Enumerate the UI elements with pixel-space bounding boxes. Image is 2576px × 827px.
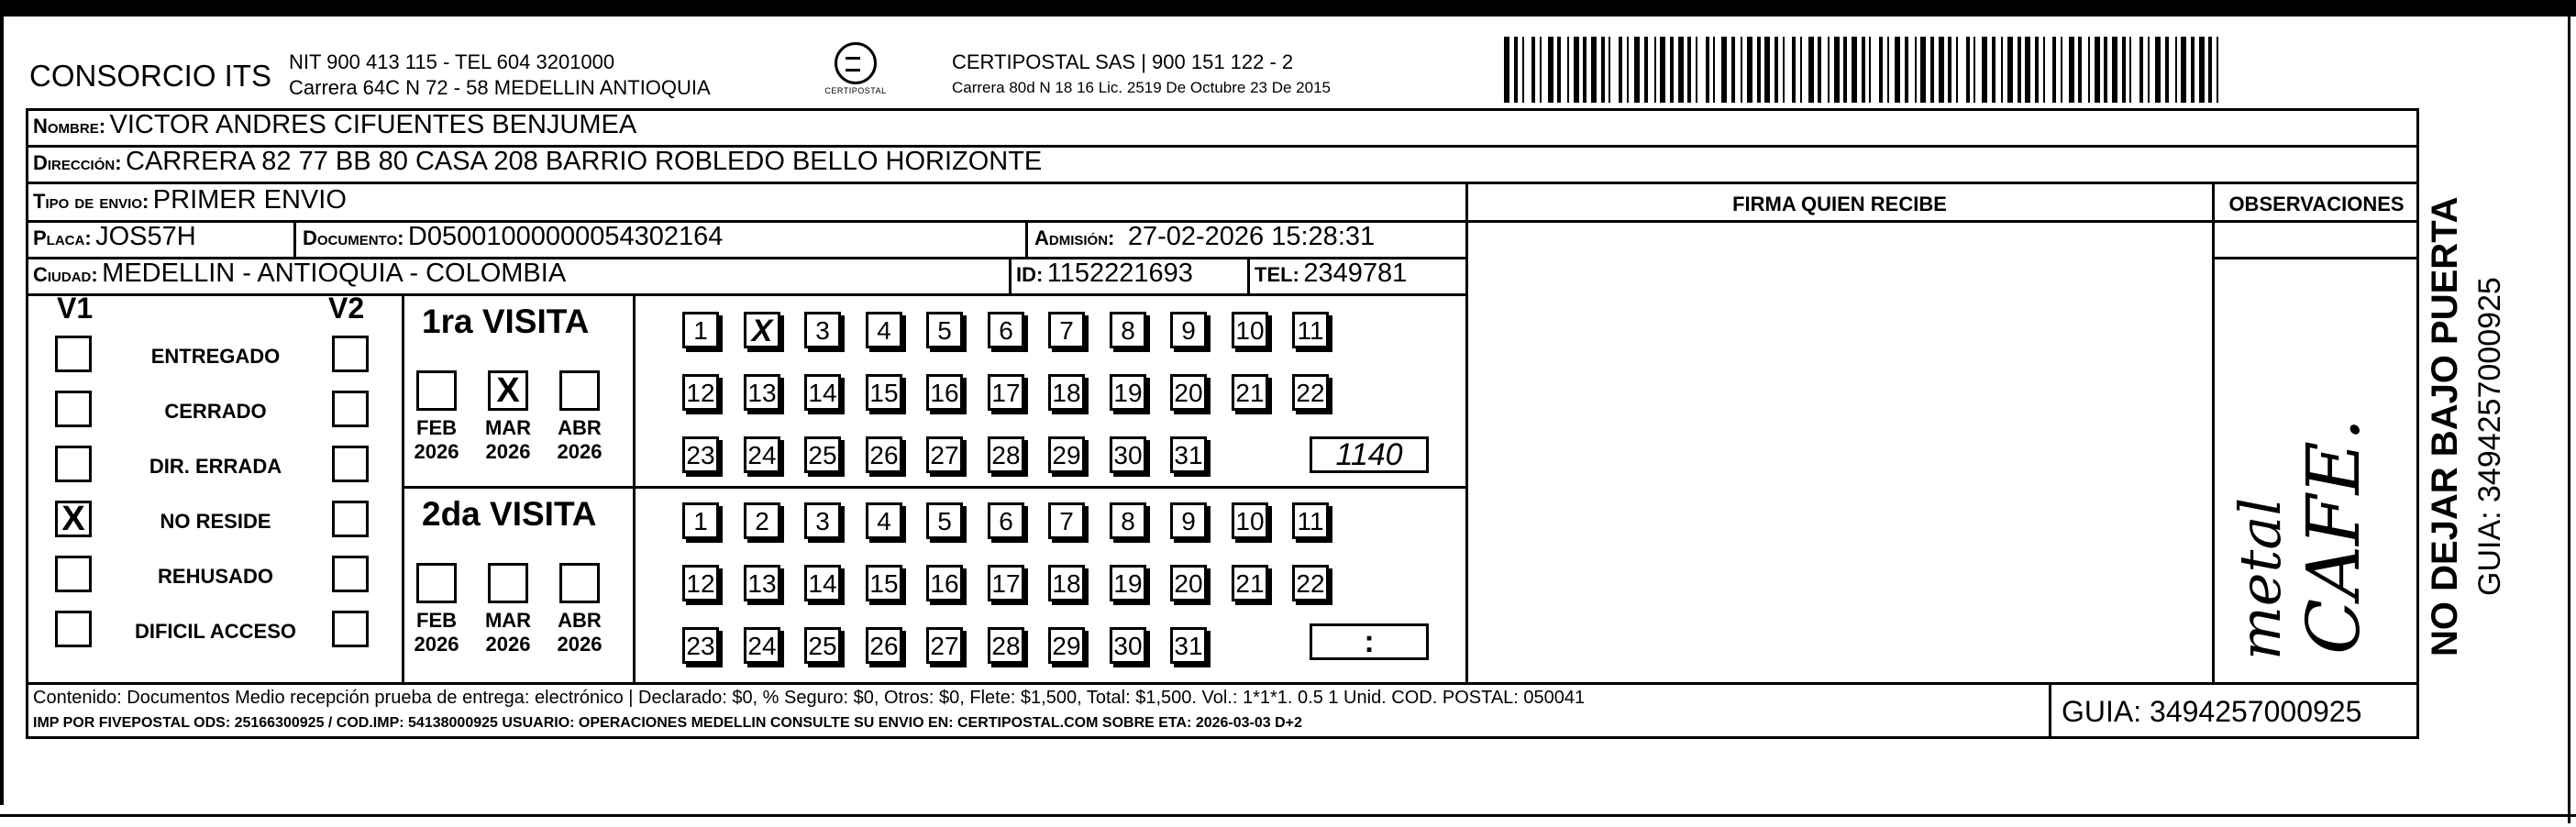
v2-checkbox[interactable]	[332, 446, 369, 482]
certipostal-address: Carrera 80d N 18 16 Lic. 2519 De Octubre 23 De 2015	[952, 79, 1331, 96]
v2-checkbox[interactable]	[332, 391, 369, 427]
day-number: 23	[686, 441, 715, 469]
day-number: 7	[1059, 507, 1074, 535]
status-label: DIR. ERRADA	[149, 455, 282, 478]
visit1-day-box[interactable]	[682, 312, 719, 348]
visit1-day-box[interactable]	[744, 312, 780, 348]
visit2-day-box[interactable]	[988, 502, 1024, 539]
day-number: 4	[877, 316, 891, 345]
observaciones-handwritten-2: CAFE.	[2291, 417, 2376, 655]
admision-field	[1034, 222, 1375, 252]
day-number: 1	[693, 316, 708, 345]
visit1-month-label	[409, 416, 464, 464]
divider	[1465, 182, 1468, 682]
admision-label: Admisión:	[1034, 226, 1115, 249]
visit1-day-box[interactable]	[866, 312, 902, 348]
side-warning: NO DEJAR BAJO PUERTA	[2425, 196, 2465, 656]
visit2-day-box[interactable]	[1110, 565, 1146, 601]
day-number: 12	[686, 379, 715, 407]
day-number: 15	[869, 569, 899, 598]
visit1-day-box[interactable]	[926, 374, 963, 411]
visit2-day-box[interactable]	[1048, 627, 1085, 664]
day-number: 20	[1174, 569, 1203, 598]
visit1-title: 1ra VISITA	[422, 303, 590, 340]
v1-checkbox[interactable]	[55, 391, 92, 427]
divider	[2049, 682, 2051, 739]
v2-header: V2	[328, 292, 365, 325]
v2-checkbox[interactable]	[332, 556, 369, 592]
day-number: 5	[937, 316, 952, 345]
day-number: 21	[1235, 379, 1265, 407]
scan-left-edge	[0, 17, 4, 805]
v2-checkbox[interactable]	[332, 501, 369, 537]
day-number: 24	[747, 632, 777, 660]
visit1-day-box[interactable]	[1110, 436, 1146, 473]
company-info	[289, 50, 711, 101]
tel-label: TEL:	[1255, 263, 1299, 286]
id-label: ID:	[1016, 263, 1044, 286]
company-address: Carrera 64C N 72 - 58 MEDELLIN ANTIOQUIA	[289, 76, 711, 99]
visit1-day-box[interactable]	[988, 436, 1024, 473]
day-number: 16	[930, 379, 959, 407]
divider	[293, 220, 296, 257]
visit2-day-box[interactable]	[1110, 627, 1146, 664]
visit2-day-box[interactable]	[926, 627, 963, 664]
day-number: 28	[991, 632, 1021, 660]
status-label: ENTREGADO	[150, 345, 281, 368]
visit1-day-box[interactable]	[1110, 374, 1146, 411]
day-number: 27	[930, 632, 959, 660]
status-label: CERRADO	[164, 400, 267, 423]
visit1-day-box[interactable]	[1232, 374, 1268, 411]
divider	[404, 486, 1467, 489]
day-number: 25	[808, 441, 837, 469]
visit1-day-box[interactable]	[1048, 312, 1085, 348]
divider	[26, 293, 1467, 296]
visit2-day-box[interactable]	[1170, 627, 1207, 664]
tipo-label: Tipo de envio:	[33, 190, 149, 213]
day-number: 8	[1121, 507, 1135, 535]
v1-header: V1	[57, 292, 94, 325]
visit1-day-box[interactable]	[1110, 312, 1146, 348]
day-number: 10	[1235, 316, 1265, 345]
day-number: 18	[1052, 379, 1081, 407]
certipostal-line: CERTIPOSTAL SAS | 900 151 122 - 2	[952, 50, 1294, 73]
visit2-day-box[interactable]	[682, 502, 719, 539]
divider	[633, 293, 636, 682]
divider	[402, 293, 404, 682]
direccion-row	[33, 147, 1042, 177]
day-number: 26	[869, 441, 899, 469]
day-number: 22	[1296, 569, 1325, 598]
day-number: 3	[815, 316, 830, 345]
visit1-day-box[interactable]	[866, 374, 902, 411]
visit1-month-checkbox[interactable]	[559, 370, 600, 411]
status-label: REHUSADO	[158, 565, 273, 588]
barcode	[1504, 37, 2219, 103]
day-number: 17	[991, 379, 1021, 407]
logo-icon	[835, 42, 877, 84]
visit1-day-box[interactable]	[744, 374, 780, 411]
visit2-day-box[interactable]	[1170, 502, 1207, 539]
visit1-day-box[interactable]	[1170, 436, 1207, 473]
day-number: 8	[1121, 316, 1135, 345]
day-number: 18	[1052, 569, 1081, 598]
visit2-day-box[interactable]	[1232, 502, 1268, 539]
visit1-day-box[interactable]	[926, 312, 963, 348]
visit2-day-box[interactable]	[1292, 565, 1329, 601]
v1-checkbox[interactable]	[55, 611, 92, 647]
day-number: 10	[1235, 507, 1265, 535]
day-number: 30	[1113, 441, 1143, 469]
footer-guia: GUIA: 3494257000925	[2062, 695, 2362, 728]
company-name: CONSORCIO ITS	[29, 59, 272, 93]
divider	[1025, 220, 1028, 257]
visit2-time: :	[1364, 624, 1375, 659]
visit2-day-box[interactable]	[682, 627, 719, 664]
visit1-day-box[interactable]	[866, 436, 902, 473]
tipo-row	[33, 185, 347, 215]
visit2-day-box[interactable]	[926, 502, 963, 539]
visit2-day-box[interactable]	[988, 565, 1024, 601]
divider	[2214, 257, 2419, 259]
day-number: 28	[991, 441, 1021, 469]
divider	[26, 682, 2419, 685]
visit2-day-box[interactable]	[804, 502, 841, 539]
visit1-month-label	[481, 416, 536, 464]
visit1-time: 1140	[1335, 437, 1403, 472]
observaciones-header: OBSERVACIONES	[2228, 193, 2405, 215]
day-number: 30	[1113, 632, 1143, 660]
direccion-label: Dirección:	[33, 151, 122, 174]
day-number: 21	[1235, 569, 1265, 598]
month-year: 2026	[414, 440, 459, 463]
ciudad-field	[33, 259, 566, 289]
day-number: 7	[1059, 316, 1074, 345]
observaciones-handwritten-1: metal	[2227, 497, 2294, 660]
day-number: 13	[747, 569, 777, 598]
visit2-day-box[interactable]	[1048, 565, 1085, 601]
tel-value: 2349781	[1303, 259, 1408, 288]
day-number: 27	[930, 441, 959, 469]
visit2-day-box[interactable]	[744, 502, 780, 539]
month-name: ABR	[558, 609, 602, 632]
day-number: 15	[869, 379, 899, 407]
placa-value: JOS57H	[95, 222, 196, 251]
check-mark-icon: X	[751, 314, 773, 348]
v1-checkbox[interactable]	[55, 446, 92, 482]
day-number: 13	[747, 379, 777, 407]
v1-checkbox[interactable]	[55, 556, 92, 592]
visit2-day-box[interactable]	[682, 565, 719, 601]
visit1-day-box[interactable]	[1170, 374, 1207, 411]
visit2-month-checkbox[interactable]	[416, 563, 457, 603]
documento-label: Documento:	[303, 226, 404, 249]
day-number: 31	[1174, 441, 1203, 469]
day-number: 23	[686, 632, 715, 660]
check-mark-icon: X	[61, 500, 85, 538]
visit2-month-label	[481, 609, 536, 656]
visit2-day-box[interactable]	[1048, 502, 1085, 539]
month-name: MAR	[484, 416, 532, 439]
day-number: 20	[1174, 379, 1203, 407]
month-year: 2026	[485, 440, 531, 463]
visit1-day-box[interactable]	[1292, 374, 1329, 411]
scan-top-band	[0, 0, 2576, 17]
visit2-day-box[interactable]	[866, 565, 902, 601]
month-year: 2026	[414, 633, 459, 656]
day-number: 6	[999, 316, 1013, 345]
documento-field	[303, 222, 723, 252]
divider	[26, 182, 2419, 184]
visit2-day-box[interactable]	[988, 627, 1024, 664]
day-number: 29	[1052, 441, 1081, 469]
day-number: 14	[808, 379, 837, 407]
day-number: 31	[1174, 632, 1203, 660]
visit1-day-box[interactable]	[804, 374, 841, 411]
logo-caption: CERTIPOSTAL	[824, 86, 887, 95]
visit1-day-box[interactable]	[1232, 312, 1268, 348]
day-number: 4	[877, 507, 891, 535]
check-mark-icon: X	[496, 371, 520, 410]
visit1-day-box[interactable]	[682, 436, 719, 473]
day-number: 12	[686, 569, 715, 598]
documento-value: D05001000000054302164	[407, 222, 724, 251]
visit1-day-box[interactable]	[988, 312, 1024, 348]
visit2-day-box[interactable]	[1170, 565, 1207, 601]
visit2-time-box[interactable]	[1310, 623, 1429, 660]
visit2-day-box[interactable]	[744, 565, 780, 601]
v1-checkbox[interactable]	[55, 501, 92, 537]
placa-field	[33, 222, 196, 252]
placa-label: Placa:	[33, 226, 92, 249]
tipo-value: PRIMER ENVIO	[152, 185, 347, 215]
id-value: 1152221693	[1046, 259, 1193, 288]
day-number: 2	[755, 507, 769, 535]
day-number: 5	[937, 507, 952, 535]
day-number: 11	[1297, 507, 1324, 535]
status-label: NO RESIDE	[160, 510, 271, 533]
month-name: FEB	[416, 416, 457, 439]
visit1-day-box[interactable]	[1170, 312, 1207, 348]
v2-checkbox[interactable]	[332, 336, 369, 372]
day-number: 24	[747, 441, 777, 469]
visit2-month-checkbox[interactable]	[559, 563, 600, 603]
month-name: FEB	[416, 609, 457, 632]
visit2-title: 2da VISITA	[422, 495, 597, 533]
direccion-value: CARRERA 82 77 BB 80 CASA 208 BARRIO ROBLEDO BELLO HORIZONTE	[126, 147, 1043, 176]
visit1-month-checkbox[interactable]	[488, 370, 528, 411]
v1-checkbox[interactable]	[55, 336, 92, 372]
month-year: 2026	[485, 633, 531, 656]
day-number: 29	[1052, 632, 1081, 660]
visit1-month-label	[552, 416, 607, 464]
day-number: 9	[1181, 507, 1196, 535]
footer-content-line: Contenido: Documentos Medio recepción prueba de entrega: electrónico | Declarado: $0, % Seguro: $0, Otros: $0, Flete: $1,500, Total: $1,500. Vol.: 1*1*1. 0.5 1 Unid. COD. POSTAL: 050041	[33, 688, 1586, 708]
visit2-day-box[interactable]	[866, 627, 902, 664]
day-number: 25	[808, 632, 837, 660]
visit2-day-box[interactable]	[866, 502, 902, 539]
visit2-day-box[interactable]	[926, 565, 963, 601]
visit1-day-box[interactable]	[1292, 312, 1329, 348]
ciudad-value: MEDELLIN - ANTIOQUIA - COLOMBIA	[102, 259, 567, 288]
side-guia: GUIA: 3494257000925	[2472, 277, 2507, 596]
v2-checkbox[interactable]	[332, 611, 369, 647]
nit-line: NIT 900 413 115 - TEL 604 3201000	[289, 50, 615, 73]
footer-print-line: IMP POR FIVEPOSTAL ODS: 25166300925 / COD.IMP: 54138000925 USUARIO: OPERACIONES MEDELLIN CONSULTE SU ENVIO EN: CERTIPOSTAL.COM SOBRE ETA: 2026-03-03 D+2	[33, 715, 1302, 731]
visit2-day-box[interactable]	[1232, 565, 1268, 601]
month-name: MAR	[484, 609, 532, 632]
ciudad-label: Ciudad:	[33, 263, 98, 286]
day-number: 19	[1113, 379, 1143, 407]
day-number: 19	[1113, 569, 1143, 598]
visit1-day-box[interactable]	[1048, 436, 1085, 473]
tel-field	[1255, 259, 1407, 289]
visit1-day-box[interactable]	[682, 374, 719, 411]
visit2-month-label	[552, 609, 607, 656]
divider	[2212, 182, 2215, 682]
visit1-day-box[interactable]	[988, 374, 1024, 411]
visit1-day-box[interactable]	[926, 436, 963, 473]
divider	[1247, 257, 1250, 293]
visit2-month-checkbox[interactable]	[488, 563, 528, 603]
scan-right-edge	[2568, 17, 2570, 823]
visit2-month-label	[409, 609, 464, 656]
visit2-day-box[interactable]	[804, 565, 841, 601]
visit2-day-box[interactable]	[744, 627, 780, 664]
scan-bottom-edge	[0, 814, 2576, 817]
day-number: 11	[1297, 316, 1324, 345]
nombre-value: VICTOR ANDRES CIFUENTES BENJUMEA	[109, 110, 637, 139]
admision-value: 27-02-2026 15:28:31	[1127, 222, 1376, 251]
visit1-day-box[interactable]	[744, 436, 780, 473]
divider	[1009, 257, 1012, 293]
day-number: 6	[999, 507, 1013, 535]
id-field	[1016, 259, 1193, 289]
visit2-day-box[interactable]	[1292, 502, 1329, 539]
day-number: 17	[991, 569, 1021, 598]
visit1-time-box[interactable]	[1310, 436, 1429, 473]
firma-header: FIRMA QUIEN RECIBE	[1732, 193, 1947, 215]
nombre-row	[33, 110, 636, 140]
day-number: 16	[930, 569, 959, 598]
day-number: 22	[1296, 379, 1325, 407]
day-number: 26	[869, 632, 899, 660]
month-name: ABR	[558, 416, 602, 439]
visit1-day-box[interactable]	[1048, 374, 1085, 411]
day-number: 9	[1181, 316, 1196, 345]
month-year: 2026	[557, 440, 603, 463]
visit1-day-box[interactable]	[804, 312, 841, 348]
day-number: 14	[808, 569, 837, 598]
visit1-month-checkbox[interactable]	[416, 370, 457, 411]
nombre-label: Nombre:	[33, 115, 106, 138]
certipostal-info	[952, 50, 1331, 101]
certipostal-logo	[819, 42, 892, 95]
visit1-day-box[interactable]	[804, 436, 841, 473]
month-year: 2026	[557, 633, 603, 656]
status-label: DIFICIL ACCESO	[134, 620, 296, 643]
day-number: 3	[815, 507, 830, 535]
visit2-day-box[interactable]	[1110, 502, 1146, 539]
visit2-day-box[interactable]	[804, 627, 841, 664]
day-number: 1	[693, 507, 708, 535]
